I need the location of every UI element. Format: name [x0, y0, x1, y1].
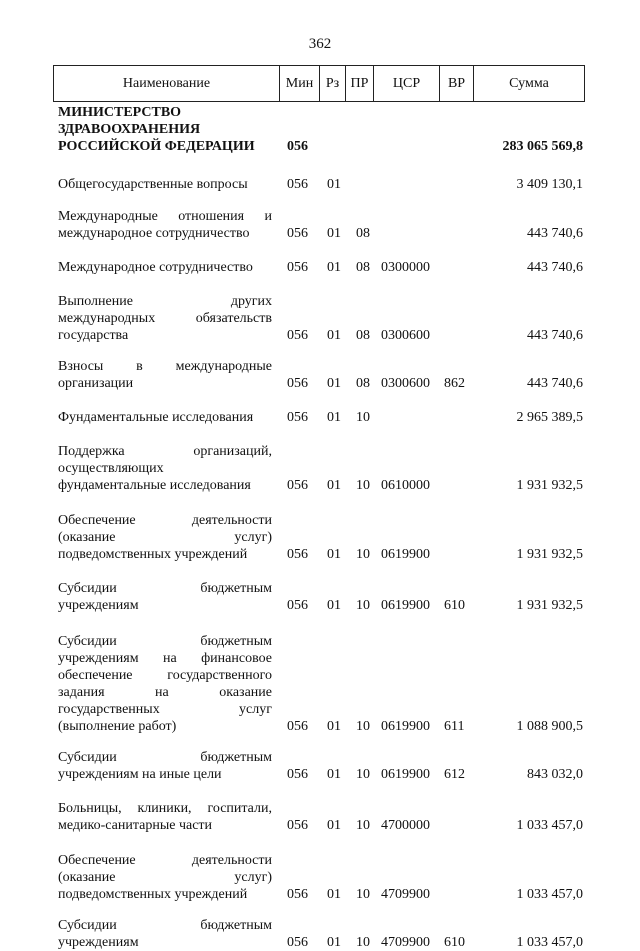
header-min: Мин: [279, 66, 319, 101]
row-sum: 1 931 932,5: [516, 478, 583, 493]
row-sum: 3 409 130,1: [516, 177, 583, 192]
row-rz-code: 01: [327, 719, 341, 734]
row-pr-code: 08: [356, 226, 370, 241]
row-name: Взносы в международные организации: [58, 359, 272, 391]
row-name: Общегосударственные вопросы: [58, 177, 248, 192]
row-min-code: 056: [287, 328, 308, 343]
table-row: [0, 571, 640, 614]
table-row: [0, 791, 640, 834]
row-name: МИНИСТЕРСТВО ЗДРАВООХРАНЕНИЯ РОССИЙСКОЙ ФЕДЕРАЦИИ: [58, 105, 255, 154]
row-min-code: 056: [287, 376, 308, 391]
row-rz-code: 01: [327, 935, 341, 950]
row-csr-code: 4700000: [381, 818, 430, 833]
row-name: Субсидии бюджетным учреждениям на иные цели: [58, 750, 272, 782]
row-rz-code: 01: [327, 547, 341, 562]
table-row: [0, 622, 640, 735]
table-row: [0, 352, 640, 392]
row-sum: 443 740,6: [527, 260, 583, 275]
row-name: Обеспечение деятельности (оказание услуг) подведомственных учреждений: [58, 853, 272, 902]
row-sum: 443 740,6: [527, 226, 583, 241]
row-pr-code: 08: [356, 376, 370, 391]
row-min-code: 056: [287, 887, 308, 902]
row-rz-code: 01: [327, 887, 341, 902]
row-csr-code: 4709900: [381, 935, 430, 950]
row-sum: 1 931 932,5: [516, 547, 583, 562]
row-csr-code: 0300600: [381, 376, 430, 391]
row-name: Международные отношения и международное сотрудничество: [58, 209, 272, 241]
row-vr-code: 610: [444, 935, 465, 950]
row-sum: 1 931 932,5: [516, 598, 583, 613]
row-min-code: 056: [287, 719, 308, 734]
row-min-code: 056: [287, 260, 308, 275]
row-rz-code: 01: [327, 410, 341, 425]
row-min-code: 056: [287, 226, 308, 241]
table-header: [53, 65, 585, 102]
row-csr-code: 0610000: [381, 478, 430, 493]
table-row: [0, 400, 640, 426]
row-csr-code: 0619900: [381, 547, 430, 562]
row-pr-code: 10: [356, 598, 370, 613]
row-name: Субсидии бюджетным учреждениям: [58, 581, 272, 613]
row-sum: 443 740,6: [527, 376, 583, 391]
row-min-code: 056: [287, 818, 308, 833]
row-min-code: 056: [287, 767, 308, 782]
row-pr-code: 10: [356, 818, 370, 833]
row-pr-code: 08: [356, 260, 370, 275]
header-sum: Сумма: [473, 66, 585, 101]
row-csr-code: 0619900: [381, 598, 430, 613]
row-rz-code: 01: [327, 598, 341, 613]
table-row: [0, 201, 640, 242]
row-rz-code: 01: [327, 818, 341, 833]
row-sum: 1 033 457,0: [516, 935, 583, 950]
row-csr-code: 0300000: [381, 260, 430, 275]
table-row: [0, 502, 640, 563]
row-min-code: 056: [287, 935, 308, 950]
table-row: [0, 107, 640, 155]
row-pr-code: 10: [356, 547, 370, 562]
row-sum: 1 033 457,0: [516, 818, 583, 833]
table-row: [0, 434, 640, 494]
table-row: [0, 163, 640, 193]
row-pr-code: 10: [356, 410, 370, 425]
row-rz-code: 01: [327, 376, 341, 391]
row-rz-code: 01: [327, 260, 341, 275]
row-sum: 843 032,0: [527, 767, 583, 782]
row-pr-code: 10: [356, 935, 370, 950]
row-rz-code: 01: [327, 478, 341, 493]
row-rz-code: 01: [327, 177, 341, 192]
row-vr-code: 862: [444, 376, 465, 391]
row-sum: 1 088 900,5: [516, 719, 583, 734]
row-name: Обеспечение деятельности (оказание услуг) подведомственных учреждений: [58, 513, 272, 562]
header-pr: ПР: [345, 66, 373, 101]
row-pr-code: 08: [356, 328, 370, 343]
row-min-code: 056: [287, 410, 308, 425]
row-vr-code: 611: [444, 719, 465, 734]
header-name: Наименование: [53, 66, 279, 101]
page-number: 362: [308, 36, 332, 52]
row-csr-code: 0619900: [381, 719, 430, 734]
row-vr-code: 612: [444, 767, 465, 782]
row-sum: 283 065 569,8: [502, 139, 583, 154]
row-name: Субсидии бюджетным учреждениям: [58, 918, 272, 950]
row-name: Фундаментальные исследования: [58, 410, 254, 425]
row-sum: 1 033 457,0: [516, 887, 583, 902]
row-pr-code: 10: [356, 719, 370, 734]
table-row: [0, 911, 640, 951]
table-row: [0, 842, 640, 903]
row-pr-code: 10: [356, 887, 370, 902]
row-csr-code: 0300600: [381, 328, 430, 343]
row-name: Международное сотрудничество: [58, 260, 253, 275]
row-min-code: 056: [287, 139, 308, 154]
row-csr-code: 0619900: [381, 767, 430, 782]
row-name: Больницы, клиники, госпитали, медико-санитарные части: [58, 801, 272, 833]
header-csr: ЦСР: [373, 66, 439, 101]
row-csr-code: 4709900: [381, 887, 430, 902]
row-rz-code: 01: [327, 767, 341, 782]
row-min-code: 056: [287, 547, 308, 562]
header-rz: Рз: [319, 66, 345, 101]
row-sum: 2 965 389,5: [516, 410, 583, 425]
row-pr-code: 10: [356, 478, 370, 493]
row-name: Выполнение других международных обязательств государства: [58, 294, 272, 343]
row-min-code: 056: [287, 177, 308, 192]
row-name: Поддержка организаций, осуществляющих фундаментальные исследования: [58, 444, 272, 493]
table-row: [0, 743, 640, 783]
row-vr-code: 610: [444, 598, 465, 613]
row-rz-code: 01: [327, 328, 341, 343]
row-pr-code: 10: [356, 767, 370, 782]
row-rz-code: 01: [327, 226, 341, 241]
table-row: [0, 250, 640, 276]
row-min-code: 056: [287, 478, 308, 493]
row-min-code: 056: [287, 598, 308, 613]
header-vr: ВР: [439, 66, 473, 101]
row-sum: 443 740,6: [527, 328, 583, 343]
table-row: [0, 284, 640, 344]
row-name: Субсидии бюджетным учреждениям на финансовое обеспечение государственного задания на оказание государственных услуг (выполнение работ): [58, 634, 272, 734]
